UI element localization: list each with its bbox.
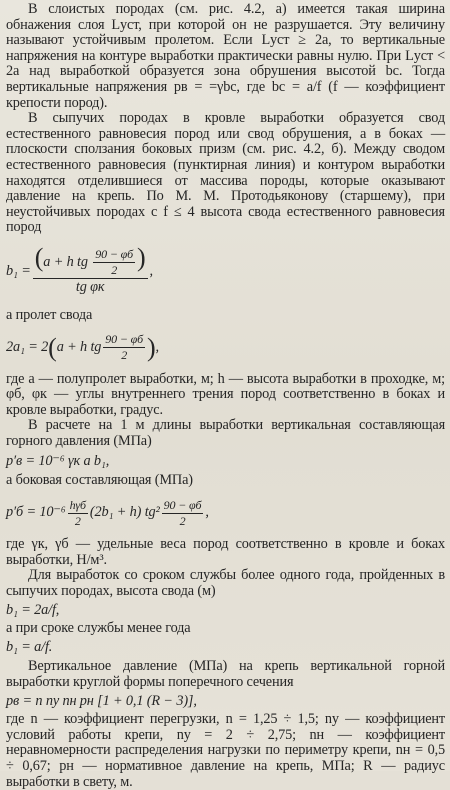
paragraph-loose-rocks: В сыпучих породах в кровле выработки образуется свод естественного равновесия пород или свод обрушения, а в боках — плоскости сползания боковых призм (см. рис. 4.2, б). Между сводом естественного равновесия (пунктирная линия) и контуром выработки находятся отделившиеся от массива породы, которые оказывают давление на крепь. По М. М. Протодьяконову (старшему), при неустойчивых породах с f ≤ 4 высота свода естественного равновесия пород [6,110,445,236]
formula-vertical-pressure: p′в = 10⁻⁶ γк a b₁, [6,452,110,469]
paragraph-notation-1: где a — полупролет выработки, м; h — высота выработки в проходке, м; φб, φк — углы внутреннего трения пород соответственно в боках и кровле выработки, градус. [6,370,445,418]
formula-arch-height: b₁ = (a + h tg $\frac{90 - \varphi б}{2}$ ) tg φк , [6,243,153,296]
angle-fraction: $\frac{90 - \varphi б}{2}$ [105,332,144,362]
paragraph-layered-rocks: В слоистых породах (см. рис. 4.2, а) имеется такая ширина обнажения слоя Lуст, при которой он не разрушается. Эту величину называют устойчивым пролетом. Если Lуст ≥ 2a, то вертикальные напряжения на контуре выработки практически равны нулю. При Lуст < 2a над выработкой образуется зона обрушения высотой bc. Тогда вертикальные напряжения pв = =γbc, где bc = a/f (f — коэффициент крепости пород). [6,1,445,111]
paragraph-arch-span: а пролет свода [6,306,93,323]
formula-shaft-pressure: pв = n nу nн pн [1 + 0,1 (R − 3)], [6,693,197,710]
paragraph-vertical-shaft: Вертикальное давление (МПа) на крепь вертикальной горной выработки круглой формы поперечного сечения [6,658,445,690]
paragraph-long-service: Для выработок со сроком службы более одного года, пройденных в сыпучих породах, высота свода (м) [6,567,445,599]
paragraph-notation-2: где γк, γб — удельные веса пород соответственно в кровле и боках выработки, Н/м³. [6,536,445,568]
height-fraction: $\frac{\text{hγб}}{2}$ [69,497,86,528]
paragraph-notation-3: где n — коэффициент перегрузки, n = 1,25 ÷ 1,5; nу — коэффициент условий работы крепи, nу = 2 ÷ 2,75; nн — коэффициент неравномерности распределения нагрузки по периметру крепи, nн = 0,5 ÷ 0,67; pн — нормативное давление на крепь, МПа; R — радиус выработки в свету, м. [6,711,445,790]
angle-fraction: $\frac{90 - \varphi б}{2}$ [95,247,134,278]
document-body [6,2,445,790]
paragraph-lateral-component: а боковая составляющая (МПа) [6,472,193,489]
formula-lateral-pressure: p′б = 10⁻⁶ $\frac{\text{hγб}}{2}$ (2b₁ + h) tg² $\frac{90 - \varphi б}{2}$ , [6,497,209,528]
formula-arch-long: b₁ = 2a/f, [6,601,60,618]
angle-fraction: $\frac{90 - \varphi б}{2}$ [163,497,202,528]
formula-arch-short: b₁ = a/f. [6,639,53,656]
formula-lhs: b₁ = [6,263,31,280]
main-fraction: (a + h tg $\frac{90 - \varphi б}{2}$ ) tg φк [34,243,146,296]
paragraph-short-service: а при сроке службы менее года [6,620,191,637]
paragraph-vertical-component: В расчете на 1 м длины выработки вертикальная составляющая горного давления (МПа) [6,417,445,449]
formula-arch-span: 2a₁ = 2 ( a + h tg $\frac{90 - \varphi б}{2}$ ) , [6,332,159,362]
